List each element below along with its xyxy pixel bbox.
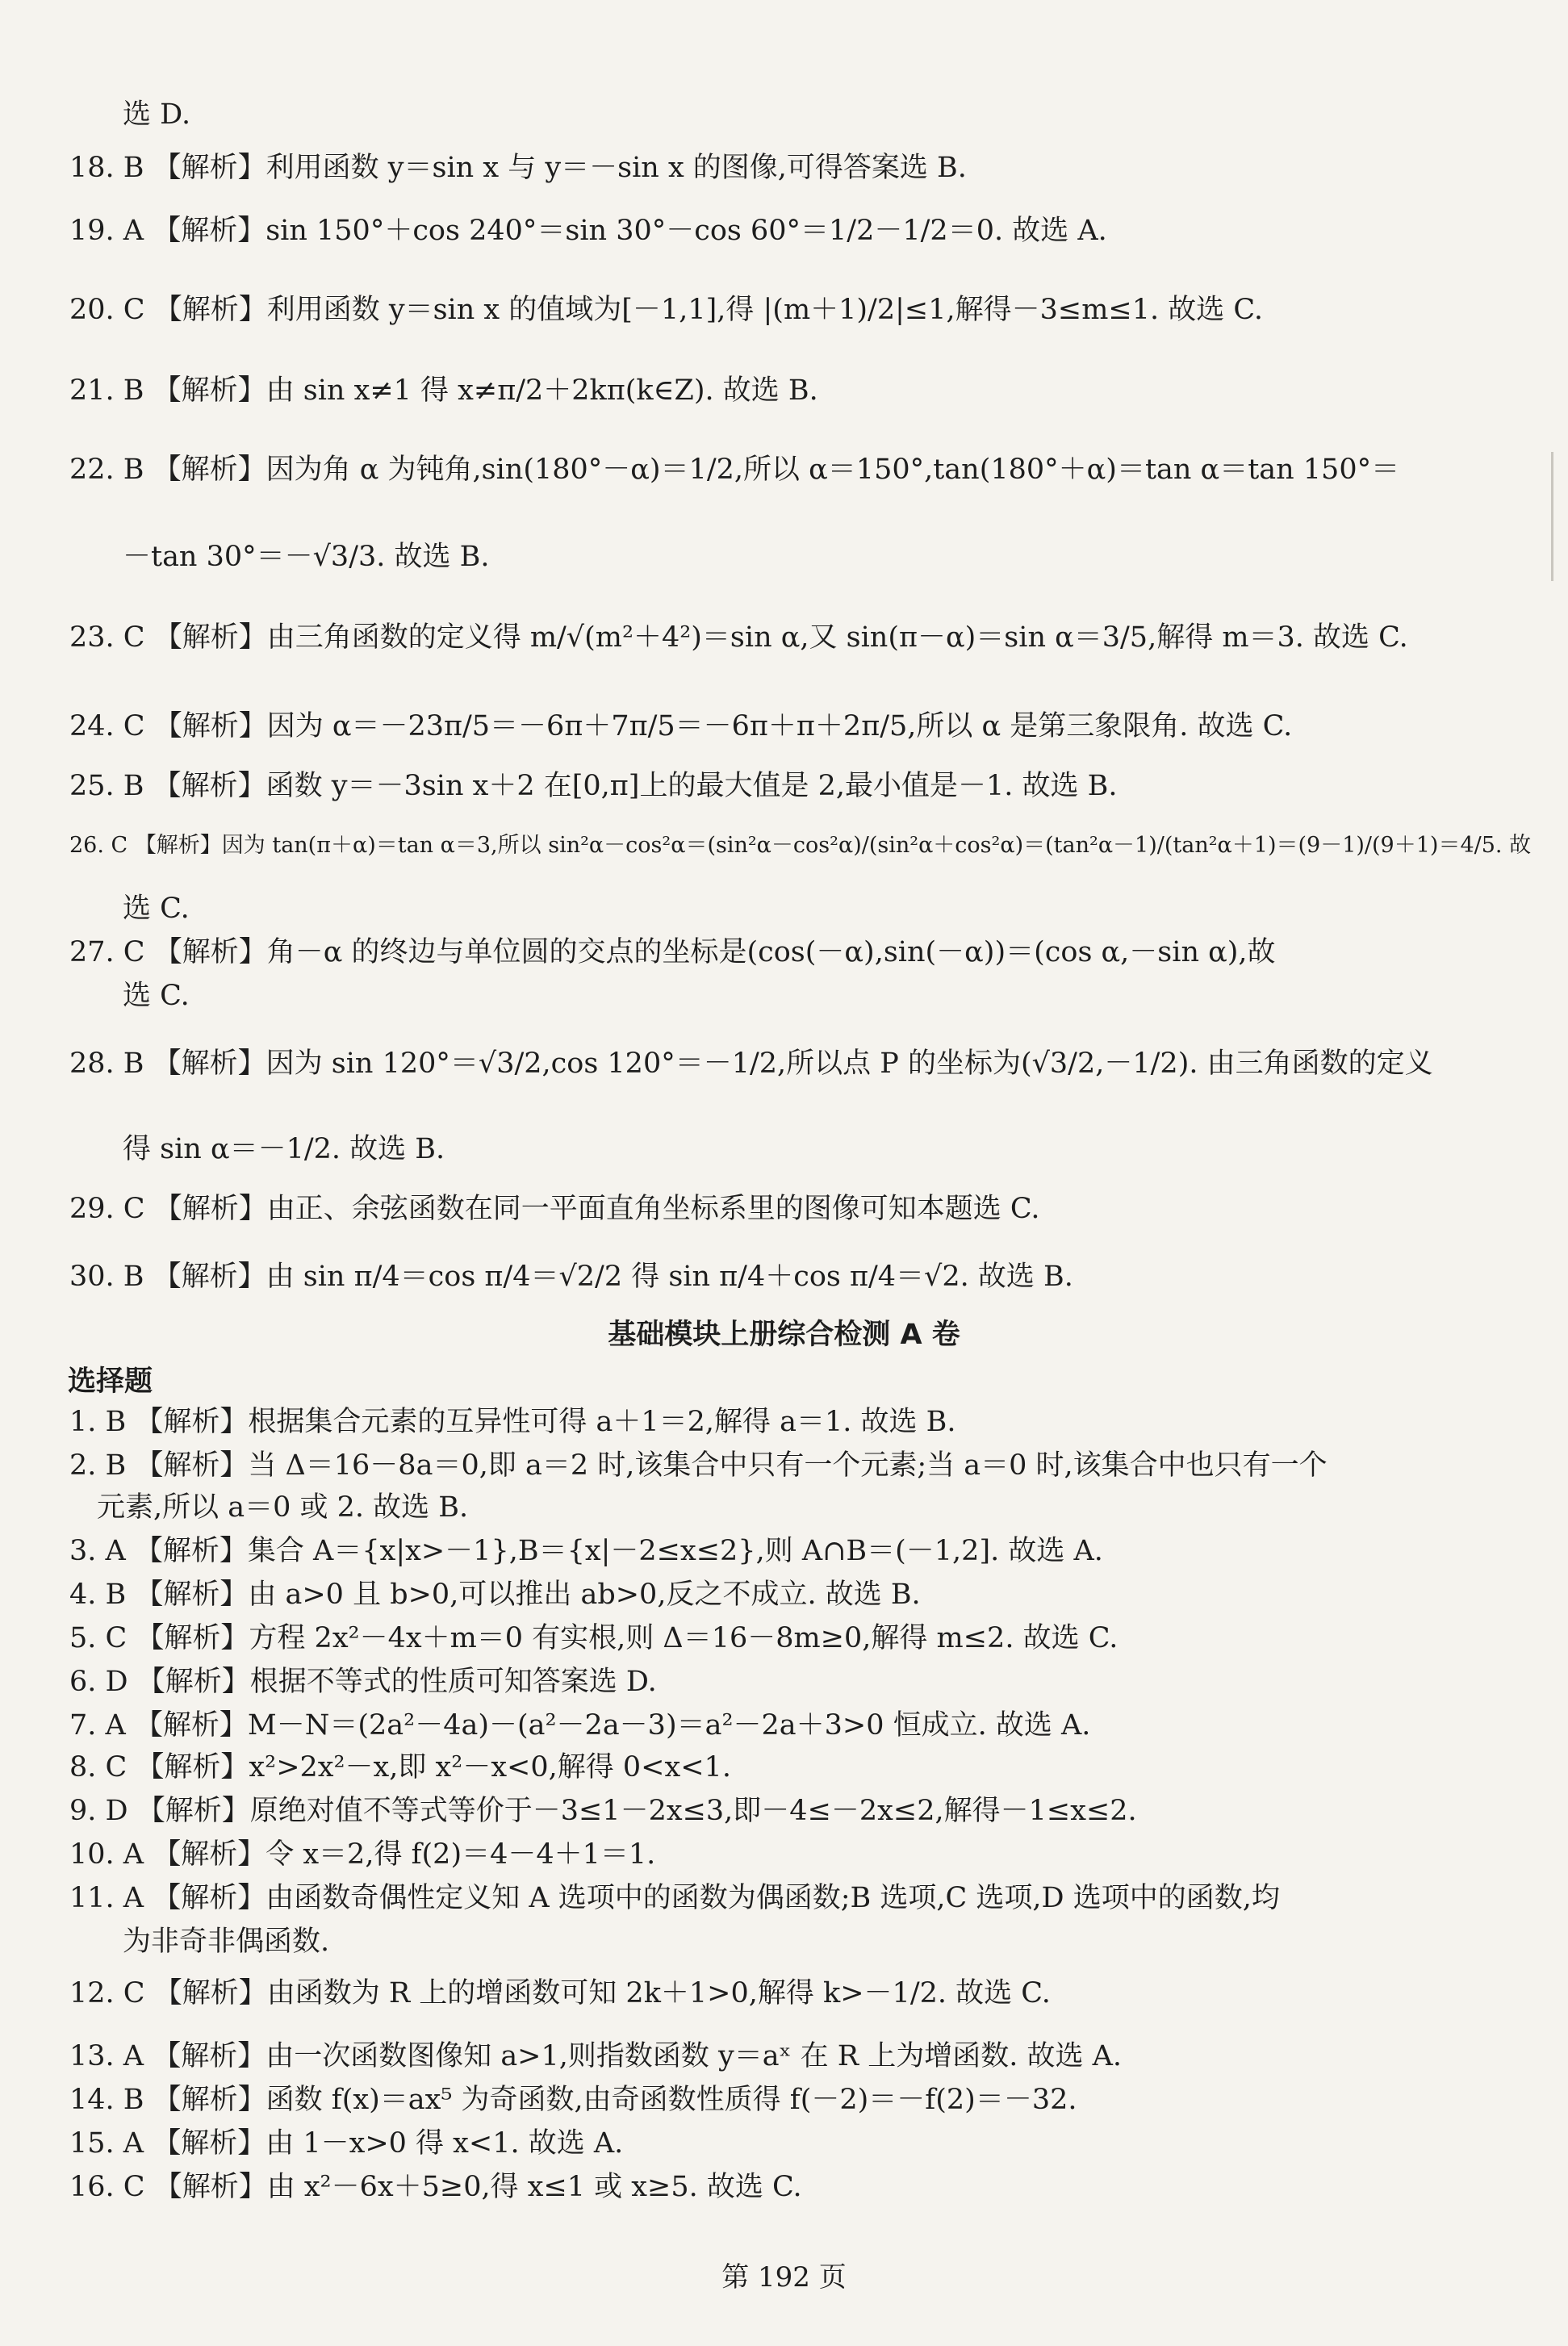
subsection-title: 选择题 [68, 1365, 153, 1398]
solution-line: 23. C 【解析】由三角函数的定义得 m/√(m²＋4²)＝sin α,又 sin(π－α)＝sin α＝3/5,解得 m＝3. 故选 C. [69, 621, 1408, 654]
solution-line: 18. B 【解析】利用函数 y＝sin x 与 y＝－sin x 的图像,可得答案选 B. [69, 152, 967, 184]
solution-line: 20. C 【解析】利用函数 y＝sin x 的值域为[－1,1],得 |(m＋1)/2|≤1,解得－3≤m≤1. 故选 C. [69, 294, 1264, 326]
solution-line: 25. B 【解析】函数 y＝－3sin x＋2 在[0,π]上的最大值是 2,最小值是－1. 故选 B. [69, 770, 1118, 802]
solution-line: 5. C 【解析】方程 2x²－4x＋m＝0 有实根,则 Δ＝16－8m≥0,解得 m≤2. 故选 C. [69, 1622, 1119, 1654]
solution-line: 27. C 【解析】角－α 的终边与单位圆的交点的坐标是(cos(－α),sin(－α))＝(cos α,－sin α),故 [69, 936, 1276, 968]
solution-line: 元素,所以 a＝0 或 2. 故选 B. [97, 1491, 469, 1524]
solution-line: 14. B 【解析】函数 f(x)＝ax⁵ 为奇函数,由奇函数性质得 f(－2)＝－f(2)＝－32. [69, 2084, 1077, 2116]
solution-line: 19. A 【解析】sin 150°＋cos 240°＝sin 30°－cos 60°＝1/2－1/2＝0. 故选 A. [69, 215, 1107, 247]
solution-line: 21. B 【解析】由 sin x≠1 得 x≠π/2＋2kπ(k∈Z). 故选 B. [69, 374, 818, 407]
page-number: 第 192 页 [721, 2261, 847, 2294]
solution-line: 选 D. [123, 98, 191, 131]
solution-line: 1. B 【解析】根据集合元素的互异性可得 a＋1＝2,解得 a＝1. 故选 B. [69, 1406, 956, 1438]
solution-line: －tan 30°＝－√3/3. 故选 B. [123, 541, 490, 573]
solution-line: 29. C 【解析】由正、余弦函数在同一平面直角坐标系里的图像可知本题选 C. [69, 1193, 1040, 1225]
solution-line: 22. B 【解析】因为角 α 为钝角,sin(180°－α)＝1/2,所以 α＝150°,tan(180°＋α)＝tan α＝tan 150°＝ [69, 454, 1400, 486]
solution-line: 24. C 【解析】因为 α＝－23π/5＝－6π＋7π/5＝－6π＋π＋2π/5,所以 α 是第三象限角. 故选 C. [69, 710, 1293, 742]
solution-line: 8. C 【解析】x²>2x²－x,即 x²－x<0,解得 0<x<1. [69, 1751, 731, 1784]
solution-line: 2. B 【解析】当 Δ＝16－8a＝0,即 a＝2 时,该集合中只有一个元素;当 a＝0 时,该集合中也只有一个 [69, 1449, 1328, 1482]
solution-line: 选 C. [123, 980, 190, 1012]
solution-line: 4. B 【解析】由 a>0 且 b>0,可以推出 ab>0,反之不成立. 故选 B. [69, 1579, 921, 1611]
solution-line: 10. A 【解析】令 x＝2,得 f(2)＝4－4＋1＝1. [69, 1838, 656, 1871]
solution-line: 28. B 【解析】因为 sin 120°＝√3/2,cos 120°＝－1/2,所以点 P 的坐标为(√3/2,－1/2). 由三角函数的定义 [69, 1048, 1433, 1080]
solution-line: 16. C 【解析】由 x²－6x＋5≥0,得 x≤1 或 x≥5. 故选 C. [69, 2171, 802, 2203]
solution-line: 得 sin α＝－1/2. 故选 B. [123, 1133, 445, 1165]
solution-line: 9. D 【解析】原绝对值不等式等价于－3≤1－2x≤3,即－4≤－2x≤2,解得－1≤x≤2. [69, 1795, 1137, 1827]
solution-line: 6. D 【解析】根据不等式的性质可知答案选 D. [69, 1666, 657, 1698]
solution-line: 7. A 【解析】M－N＝(2a²－4a)－(a²－2a－3)＝a²－2a＋3>0 恒成立. 故选 A. [69, 1709, 1091, 1742]
solution-line: 11. A 【解析】由函数奇偶性定义知 A 选项中的函数为偶函数;B 选项,C 选项,D 选项中的函数,均 [69, 1882, 1280, 1914]
solution-line: 12. C 【解析】由函数为 R 上的增函数可知 2k＋1>0,解得 k>－1/2. 故选 C. [69, 1977, 1051, 2009]
solution-line: 13. A 【解析】由一次函数图像知 a>1,则指数函数 y＝aˣ 在 R 上为增函数. 故选 A. [69, 2040, 1123, 2072]
solution-line: 3. A 【解析】集合 A＝{x|x>－1},B＝{x|－2≤x≤2},则 A∩B＝(－1,2]. 故选 A. [69, 1535, 1103, 1567]
solution-line: 选 C. [123, 893, 190, 925]
solution-line: 30. B 【解析】由 sin π/4＝cos π/4＝√2/2 得 sin π/4＋cos π/4＝√2. 故选 B. [69, 1261, 1073, 1293]
scan-edge-mark [1551, 452, 1553, 581]
solution-line: 15. A 【解析】由 1－x>0 得 x<1. 故选 A. [69, 2127, 624, 2160]
solution-line: 为非奇非偶函数. [123, 1926, 330, 1958]
section-heading: 基础模块上册综合检测 A 卷 [608, 1319, 960, 1351]
solution-line: 26. C 【解析】因为 tan(π＋α)＝tan α＝3,所以 sin²α－cos²α＝(sin²α－cos²α)/(sin²α＋cos²α)＝(tan²α－1)/(tan²α＋1)＝(9－1)/(9＋1)＝4/5. 故 [69, 833, 1532, 858]
